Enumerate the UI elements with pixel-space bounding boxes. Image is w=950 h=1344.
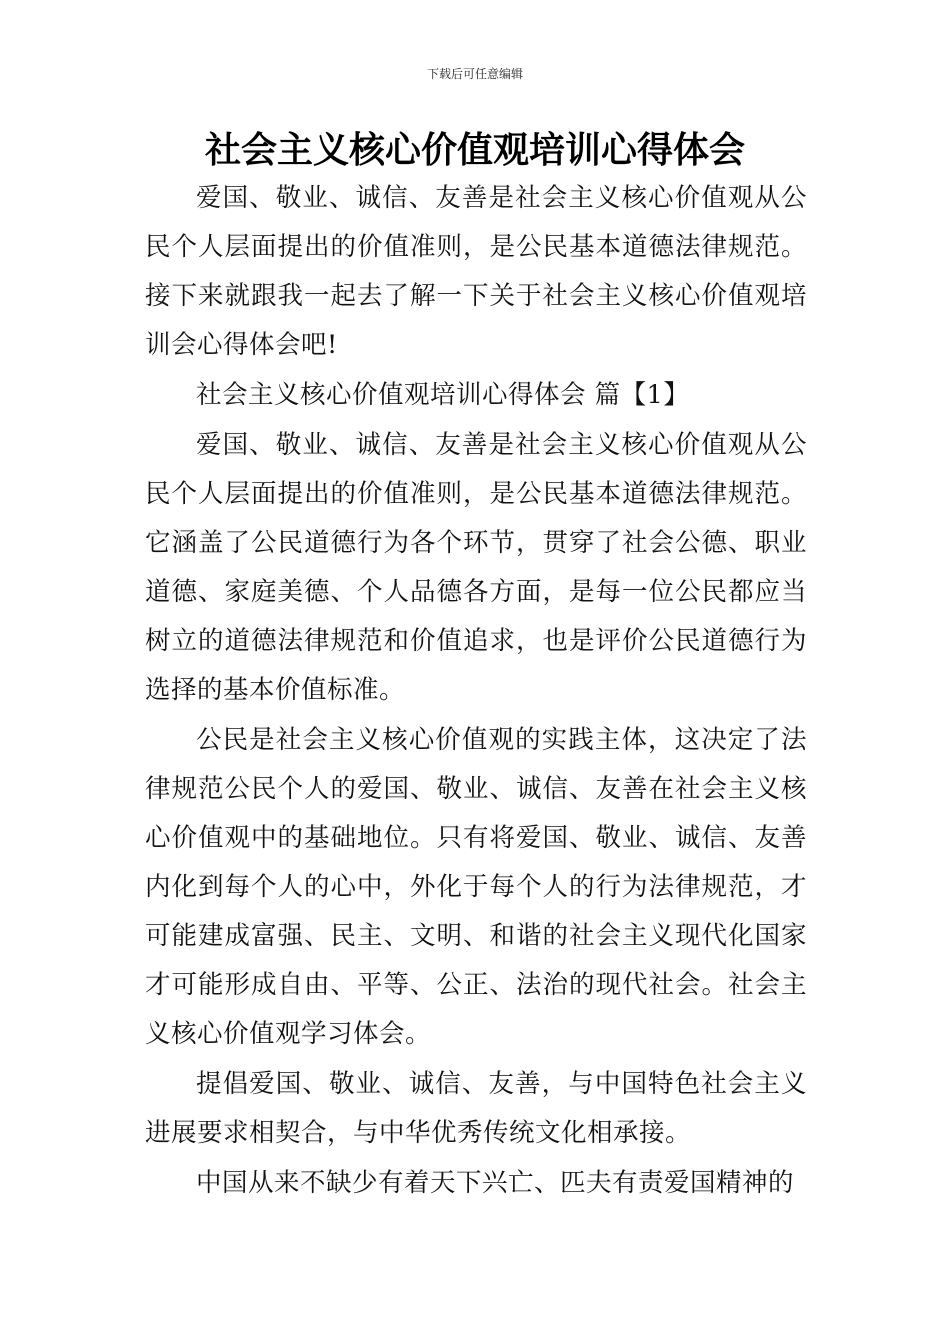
- document-title: 社会主义核心价值观培训心得体会: [204, 129, 745, 171]
- section-heading: 社会主义核心价值观培训心得体会 篇【1】: [196, 380, 690, 410]
- document-body: [145, 174, 807, 1208]
- body-paragraph: 爱国、敬业、诚信、友善是社会主义核心价值观从公民个人层面提出的价值准则，是公民基本道德法律规范。它涵盖了公民道德行为各个环节，贯穿了社会公德、职业道德、家庭美德、个人品德各方面，是每一位公民都应当树立的道德法律规范和价值追求，也是评价公民道德行为选择的基本价值标准。: [145, 430, 807, 705]
- header-note: 下载后可任意编辑: [426, 67, 523, 81]
- body-paragraph: 公民是社会主义核心价值观的实践主体，这决定了法律规范公民个人的爱国、敬业、诚信、友善在社会主义核心价值观中的基础地位。只有将爱国、敬业、诚信、友善内化到每个人的心中，外化于每个人的行为法律规范，才可能建成富强、民主、文明、和谐的社会主义现代化国家才可能形成自由、平等、公正、法治的现代社会。社会主义核心价值观学习体会。: [145, 725, 807, 1049]
- body-paragraph: 提倡爱国、敬业、诚信、友善，与中国特色社会主义进展要求相契合，与中华优秀传统文化相承接。: [145, 1069, 807, 1148]
- body-paragraph: 中国从来不缺少有着天下兴亡、匹夫有责爱国精神的: [196, 1168, 795, 1198]
- intro-paragraph: 爱国、敬业、诚信、友善是社会主义核心价值观从公民个人层面提出的价值准则，是公民基本道德法律规范。接下来就跟我一起去了解一下关于社会主义核心价值观培训会心得体会吧!: [145, 183, 807, 360]
